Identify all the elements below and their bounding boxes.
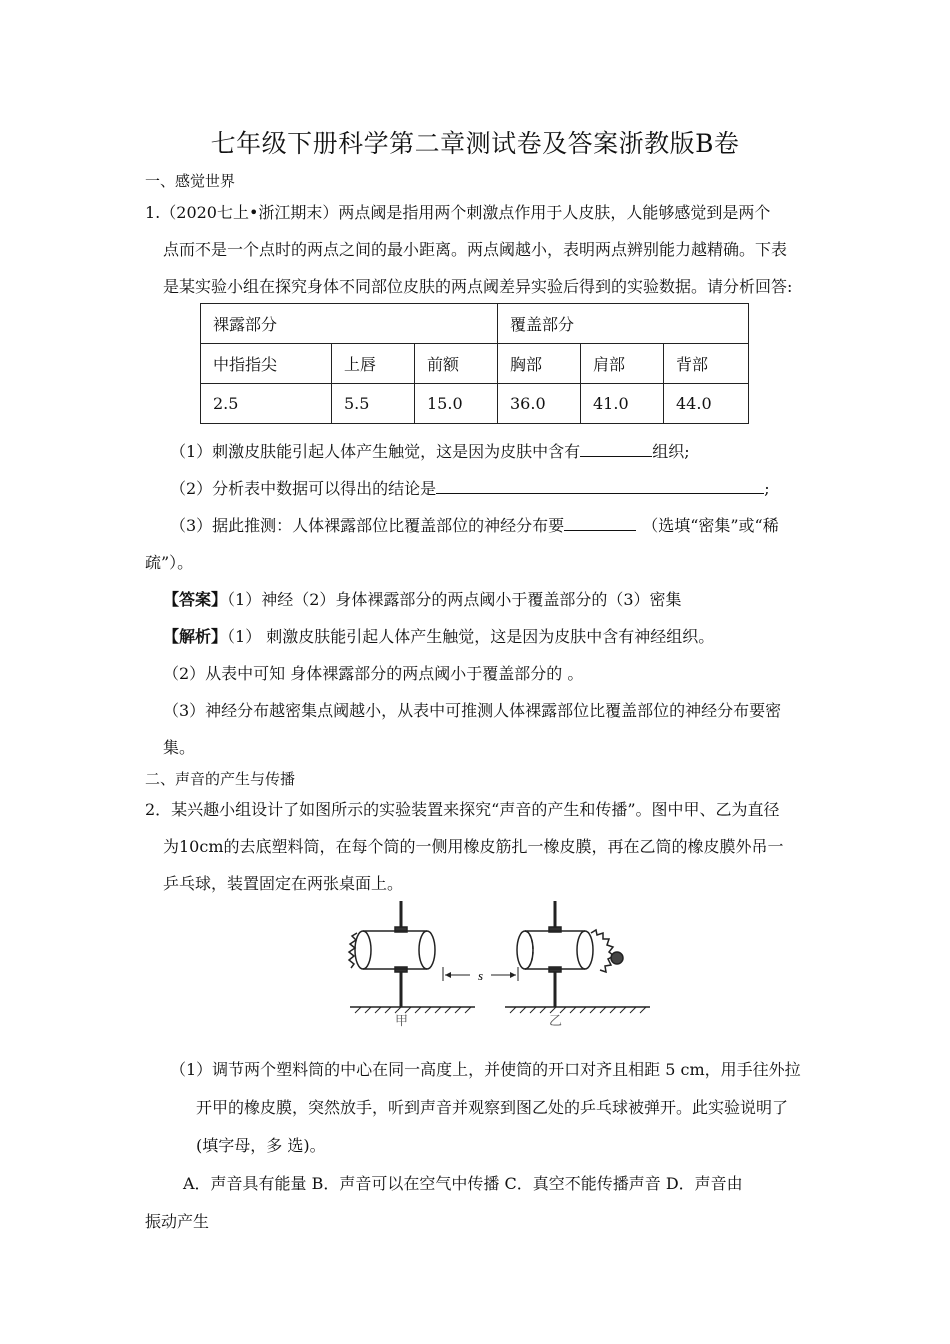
analysis-line-3-cont: 集。 (163, 738, 196, 757)
table-header-cell: 胸部 (498, 344, 581, 384)
figure-label-yi: 乙 (549, 1014, 563, 1028)
analysis-line-2: （2）从表中可知 身体裸露部分的两点阈小于覆盖部分的 。 (163, 664, 584, 683)
arrowhead-right (510, 972, 516, 978)
table-cell: 41.0 (581, 384, 664, 424)
ping-pong-ball (611, 952, 623, 964)
table-row (201, 344, 749, 384)
question-1-line-1: 1.（2020七上•浙江期末）两点阈是指用两个刺激点作用于人皮肤，人能够感觉到是两个 (145, 203, 771, 222)
right-table-hatch (510, 1007, 646, 1013)
table-cell: 2.5 (201, 384, 332, 424)
table-header-cell: 肩部 (581, 344, 664, 384)
table-row (201, 384, 749, 424)
sub-2-end: ; (764, 479, 770, 498)
table-cell: 15.0 (415, 384, 498, 424)
figure-label-jia: 甲 (395, 1014, 409, 1028)
analysis-label: 【解析】 (163, 627, 228, 646)
question-2-line-1: 2．某兴趣小组设计了如图所示的实验装置来探究“声音的产生和传播”。图中甲、乙为直径 (145, 800, 780, 819)
table-header-cell: 中指指尖 (201, 344, 332, 384)
answer-label: 【答案】 (163, 590, 228, 609)
answer-line (163, 587, 682, 610)
question-1-sub-2 (170, 476, 770, 499)
right-cylinder-hidden-edge (525, 931, 533, 969)
table-group-header: 覆盖部分 (498, 304, 749, 344)
table-header-cell: 上唇 (332, 344, 415, 384)
table-row (201, 304, 749, 344)
answer-blank[interactable] (436, 477, 764, 494)
question-2-sub-1-line-1: （1）调节两个塑料筒的中心在同一高度上，并使筒的开口对齐且相距 5 cm，用手往外拉 (170, 1060, 801, 1079)
distance-label: s (478, 968, 484, 983)
analysis-line-3: （3）神经分布越密集点阈越小，从表中可推测人体裸露部位比覆盖部位的神经分布要密 (163, 701, 782, 720)
question-1-line-2: 点而不是一个点时的两点之间的最小距离。两点阈越小，表明两点辨别能力越精确。下表 (163, 240, 788, 259)
arrowhead-left (445, 972, 451, 978)
left-membrane (349, 933, 357, 968)
left-cylinder-open-end (419, 931, 435, 969)
question-1-sub-1 (170, 439, 690, 462)
question-1-sub-3-cont: 疏”）。 (145, 553, 194, 572)
table-header-cell: 背部 (664, 344, 749, 384)
question-2-line-3: 乒乓球，装置固定在两张桌面上。 (163, 874, 404, 893)
analysis-line-1 (163, 624, 714, 647)
question-2-sub-1-line-2: 开甲的橡皮膜，突然放手，听到声音并观察到图乙处的乒乓球被弹开。此实验说明了 (196, 1098, 789, 1117)
analysis-text: （1） 刺激皮肤能引起人体产生触觉，这是因为皮肤中含有神经组织。 (227, 627, 715, 646)
question-1-sub-3 (170, 513, 779, 536)
left-cylinder-end (355, 931, 371, 969)
question-2-line-2: 为10cm的去底塑料筒，在每个筒的一侧用橡皮筋扎一橡皮膜，再在乙筒的橡皮膜外吊一 (163, 837, 784, 856)
sound-experiment-diagram (345, 893, 690, 1028)
question-2-options: A．声音具有能量 B．声音可以在空气中传播 C．真空不能传播声音 D．声音由 (183, 1174, 743, 1193)
table-cell: 5.5 (332, 384, 415, 424)
page-title: 七年级下册科学第二章测试卷及答案浙教版B卷 (210, 129, 740, 158)
question-2-sub-1-line-3: (填字母，多 选)。 (196, 1136, 326, 1155)
answer-blank[interactable] (580, 440, 652, 457)
sub-3-text: （3）据此推测：人体裸露部位比覆盖部位的神经分布要 (170, 516, 565, 535)
answer-text: （1）神经（2）身体裸露部分的两点阈小于覆盖部分的（3）密集 (227, 590, 682, 609)
sub-2-text: （2）分析表中数据可以得出的结论是 (170, 479, 437, 498)
right-cylinder-body (525, 931, 585, 969)
two-point-threshold-table (200, 303, 749, 424)
section-heading-2: 二、声音的产生与传播 (145, 770, 296, 788)
table-header-cell: 前额 (415, 344, 498, 384)
right-cylinder-end (577, 931, 593, 969)
left-cylinder-body (363, 931, 427, 969)
question-2-options-cont: 振动产生 (145, 1212, 210, 1231)
right-membrane (591, 930, 614, 972)
question-1-line-3: 是某实验小组在探究身体不同部位皮肤的两点阈差异实验后得到的实验数据。请分析回答: (163, 277, 793, 296)
sub-3-end: （选填“密集”或“稀 (642, 516, 779, 535)
section-heading-1: 一、感觉世界 (145, 172, 236, 190)
table-cell: 44.0 (664, 384, 749, 424)
table-group-header: 裸露部分 (201, 304, 498, 344)
left-table-hatch (355, 1007, 471, 1013)
answer-blank[interactable] (564, 514, 636, 531)
sub-1-end: 组织; (652, 442, 690, 461)
sub-1-text: （1）刺激皮肤能引起人体产生触觉，这是因为皮肤中含有 (170, 442, 581, 461)
table-cell: 36.0 (498, 384, 581, 424)
